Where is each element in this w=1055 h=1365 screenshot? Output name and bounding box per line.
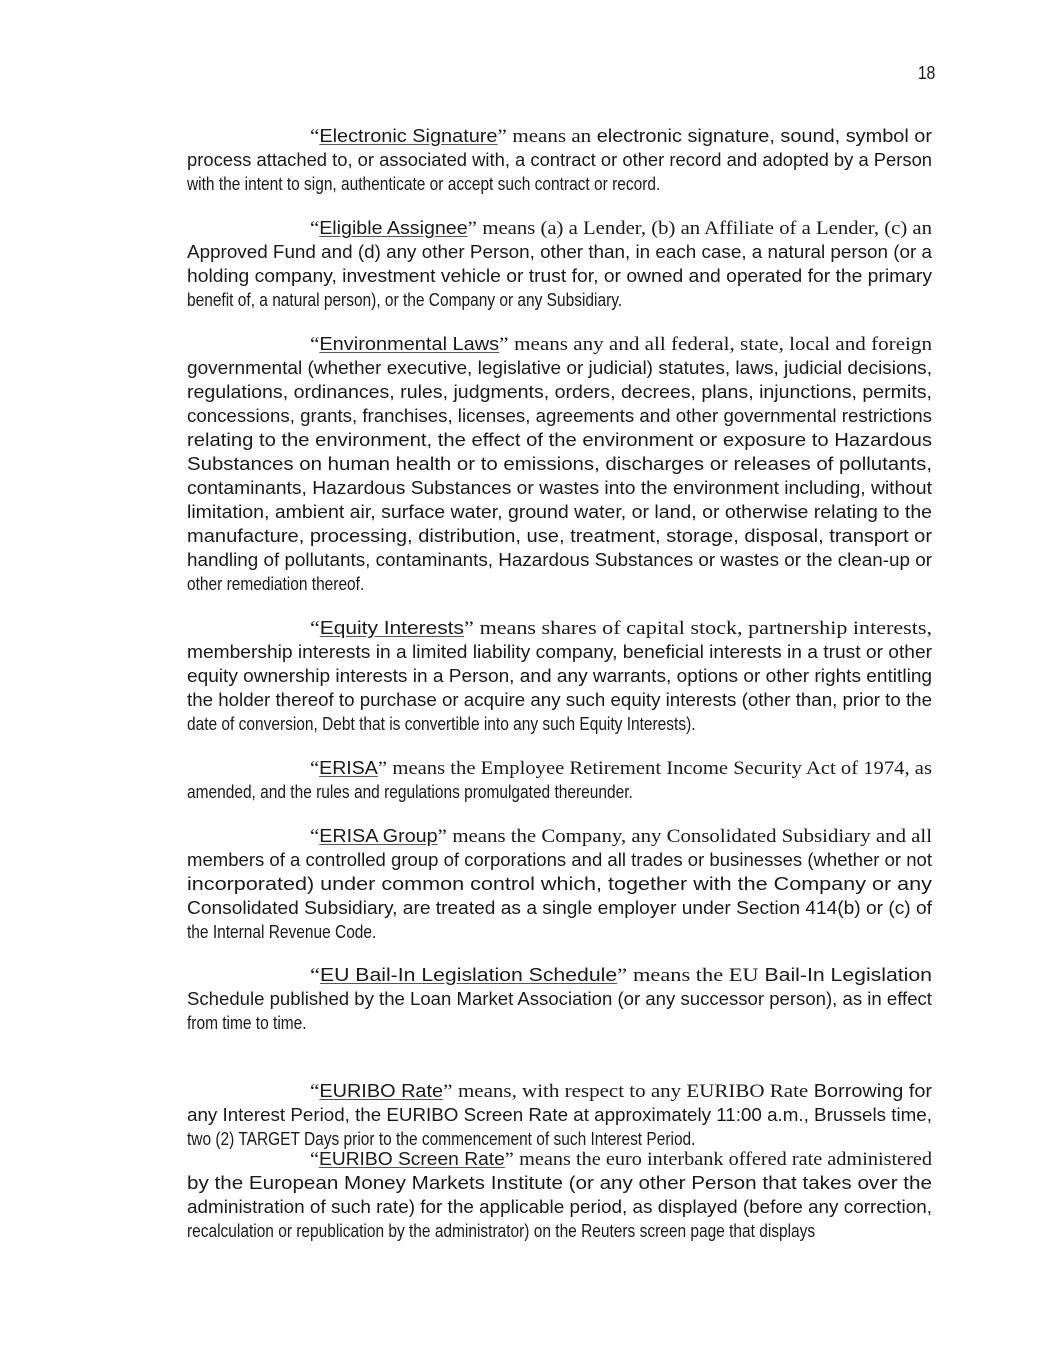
definition-lead: means, with respect to any EURIBO Rate [457,1081,809,1102]
definition-line [187,664,932,688]
definition-line [187,1195,932,1219]
definition-line [187,780,932,804]
page-number: 18 [917,63,935,83]
definition-line-text: governmental (whether executive, legislative or judicial) statutes, laws, judicial decisions, [187,358,932,378]
defined-term: Environmental Laws [319,334,500,354]
open-quote: “ [310,334,320,355]
definition-paragraph [187,616,932,736]
close-quote: ” [463,618,474,639]
definition-line [187,848,932,872]
definition-paragraph [187,1147,932,1243]
definition-line-text: by the European Money Markets Institute (or any other Person that takes over the [187,1173,932,1193]
definition-lead-rest: electronic signature, sound, symbol or [596,126,933,146]
definition-line-text: members of a controlled group of corporations and all trades or businesses (whether or not [187,850,933,870]
definition-line [187,688,932,712]
definition-lead: means any and all federal, state, local and foreign [514,334,932,355]
definition-line-text: benefit of, a natural person), or the Company or any Subsidiary. [187,290,623,310]
first-line-content [310,756,932,781]
definition-line-text: recalculation or republication by the administrator) on the Reuters screen page that displays [187,1221,816,1241]
open-quote: “ [310,826,320,847]
definition-line-text: Consolidated Subsidiary, are treated as a single employer under Section 414(b) or (c) of [187,898,932,918]
definition-line-text: relating to the environment, the effect of the environment or exposure to Hazardous [187,430,933,450]
definition-line-text: from time to time. [187,1013,307,1033]
first-line-content [310,216,932,241]
definition-line [187,264,932,288]
definition-line [187,548,932,572]
definition-line [187,288,932,312]
definition-lead: means an [512,126,592,147]
definition-line-text: regulations, ordinances, rules, judgments, orders, decrees, plans, injunctions, permits, [187,382,932,402]
definition-lead-rest: Borrowing for [813,1081,933,1101]
first-line-content [310,1079,932,1104]
definition-line-text: limitation, ambient air, surface water, ground water, or land, or otherwise relating to the [187,502,933,522]
defined-term: EURIBO Screen Rate [319,1149,505,1169]
close-quote: ” [443,1081,453,1102]
defined-term: Eligible Assignee [319,218,468,238]
definition-line [187,987,932,1011]
open-quote: “ [310,1149,320,1170]
definition-first-line [187,216,932,240]
definition-line [187,896,932,920]
definition-line-text: two (2) TARGET Days prior to the commencement of such Interest Period. [187,1129,696,1149]
definition-line-text: date of conversion, Debt that is convertible into any such Equity Interests). [187,714,696,734]
first-line-content [310,124,932,149]
definition-lead: means the euro interbank offered rate administered [519,1149,933,1170]
definition-line-text: amended, and the rules and regulations promulgated thereunder. [187,782,633,802]
definition-first-line [187,1147,932,1171]
close-quote: ” [504,1149,514,1170]
definition-line [187,380,932,404]
definition-line [187,524,932,548]
close-quote: ” [499,334,509,355]
definition-line-text: holding company, investment vehicle or trust for, or owned and operated for the primary [187,266,933,286]
definition-first-line [187,332,932,356]
first-line-content [310,616,932,641]
definition-line-text: incorporated) under common control which, together with the Company or any [187,874,932,894]
close-quote: ” [617,965,628,986]
defined-term: ERISA [319,758,378,778]
definition-line-text: administration of such rate) for the applicable period, as displayed (before any correction, [187,1197,933,1217]
close-quote: ” [467,218,477,239]
definition-line-text: equity ownership interests in a Person, and any warrants, options or other rights entitling [187,666,933,686]
definition-first-line [187,1079,932,1103]
definition-paragraph [187,332,932,596]
definition-line [187,1171,932,1195]
close-quote: ” [377,758,387,779]
definition-line [187,920,932,944]
open-quote: “ [310,758,320,779]
definition-line-text: Schedule published by the Loan Market Association (or any successor person), as in effect [187,989,932,1009]
close-quote: ” [437,826,447,847]
definition-line-text: membership interests in a limited liability company, beneficial interests in a trust or other [187,642,933,662]
definition-first-line [187,756,932,780]
definition-line [187,476,932,500]
first-line-content [310,963,932,988]
definition-lead: means shares of capital stock, partnership interests, [479,618,933,639]
definition-line-text: concessions, grants, franchises, licenses, agreements and other governmental restrictions [187,406,933,426]
definition-lead: means the Employee Retirement Income Security Act of 1974, as [392,758,932,779]
defined-term: EURIBO Rate [319,1081,444,1101]
definition-paragraph [187,1079,932,1151]
definition-line-text: the holder thereof to purchase or acquire any such equity interests (other than, prior to the [187,690,933,710]
open-quote: “ [310,1081,320,1102]
open-quote: “ [310,126,320,147]
definition-line-text: with the intent to sign, authenticate or accept such contract or record. [187,174,661,194]
defined-term: Equity Interests [319,618,464,638]
definition-line [187,356,932,380]
definition-paragraph [187,963,932,1035]
definition-lead: means the EU [632,965,759,986]
open-quote: “ [310,218,320,239]
definition-line [187,1103,932,1127]
definition-line-text: Substances on human health or to emissions, discharges or releases of pollutants, [187,454,933,474]
defined-term: Electronic Signature [319,126,498,146]
defined-term: EU Bail-In Legislation Schedule [319,965,618,985]
definition-line [187,172,932,196]
definition-line-text: any Interest Period, the EURIBO Screen Rate at approximately 11:00 a.m., Brussels time, [187,1105,932,1125]
definition-line-text: other remediation thereof. [187,574,365,594]
definition-line [187,148,932,172]
definition-line [187,240,932,264]
definition-first-line [187,616,932,640]
first-line-content [310,824,932,849]
first-line-content [310,1147,932,1172]
definition-paragraph [187,756,932,804]
open-quote: “ [310,965,320,986]
definition-line [187,712,932,736]
definition-line [187,500,932,524]
definition-paragraph [187,216,932,312]
definition-line-text: contaminants, Hazardous Substances or wastes into the environment including, without [187,478,932,498]
definition-lead: means the Company, any Consolidated Subsidiary and all [452,826,932,847]
close-quote: ” [497,126,507,147]
definition-line-text: the Internal Revenue Code. [187,922,377,942]
definition-first-line [187,124,932,148]
definition-line [187,1011,932,1035]
definition-line-text: Approved Fund and (d) any other Person, other than, in each case, a natural person (or a [187,242,933,262]
definition-first-line [187,824,932,848]
definition-paragraph [187,824,932,944]
definition-line-text: handling of pollutants, contaminants, Hazardous Substances or wastes or the clean-up or [187,550,933,570]
defined-term: ERISA Group [319,826,438,846]
definition-line [187,428,932,452]
definition-line [187,452,932,476]
definition-lead-rest: Bail-In Legislation [764,965,932,985]
open-quote: “ [310,618,320,639]
definition-first-line [187,963,932,987]
definition-line [187,1219,932,1243]
definition-paragraph [187,124,932,196]
definition-line [187,640,932,664]
definition-line-text: process attached to, or associated with, a contract or other record and adopted by a Person [187,150,933,170]
definition-line [187,404,932,428]
first-line-content [310,332,932,357]
definition-line [187,872,932,896]
definition-lead: means (a) a Lender, (b) an Affiliate of a Lender, (c) an [482,218,932,239]
definition-line-text: manufacture, processing, distribution, use, treatment, storage, disposal, transport or [187,526,933,546]
definition-line [187,572,932,596]
